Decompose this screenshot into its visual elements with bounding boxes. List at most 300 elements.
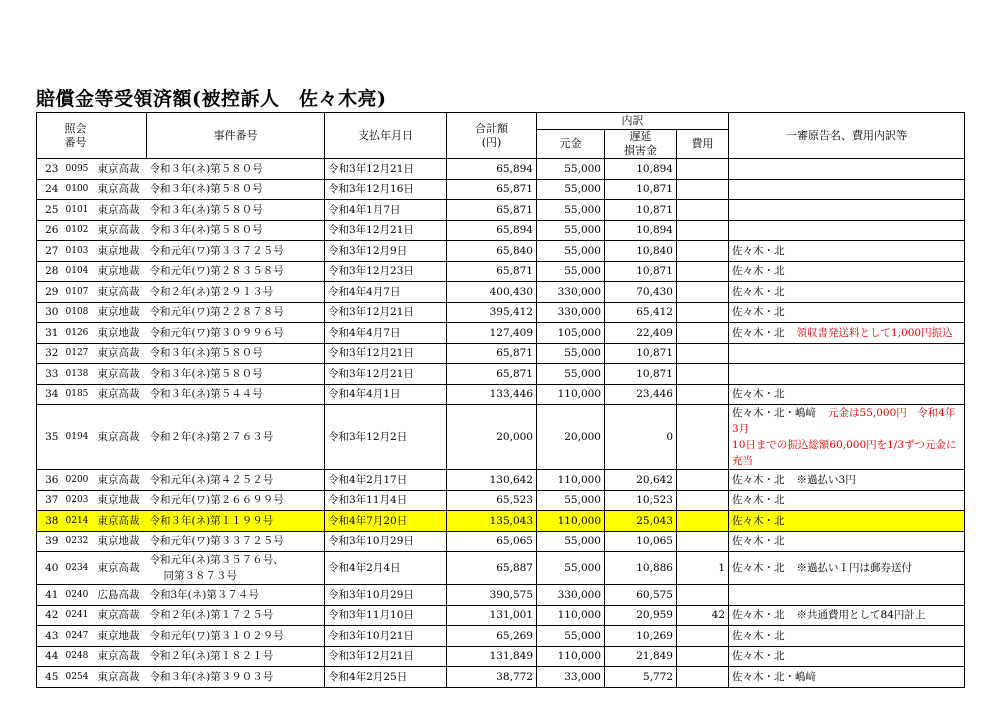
reference-number-header [63,113,147,159]
principal-amount: 55,000 [537,159,605,180]
remarks-note: ※過払い3円 [796,473,856,486]
delay-damages-amount: 5,772 [605,667,677,688]
reference-code: 0234 [63,552,95,585]
plaintiff-names: 佐々木・北 [732,494,785,507]
remarks-cell [729,302,965,323]
payment-date: 令和4年2月17日 [325,470,447,491]
reference-code: 0241 [63,605,95,626]
principal-amount: 55,000 [537,626,605,647]
reference-header-bottom: 番号 [64,135,87,149]
case-number-line: 令和３年(ネ)第５８０号 [149,367,263,380]
row-number: 32 [37,343,63,364]
payment-date: 令和4年4月7日 [325,282,447,303]
principal-amount: 110,000 [537,384,605,405]
row-number: 28 [37,261,63,282]
principal-amount: 105,000 [537,323,605,344]
principal-amount: 55,000 [537,552,605,585]
reference-code: 0247 [63,626,95,647]
total-amount: 65,840 [447,241,537,262]
court-name: 東京高裁 [95,343,147,364]
court-name: 東京高裁 [95,511,147,532]
reference-code: 0103 [63,241,95,262]
expense-amount [677,282,729,303]
table-row [37,364,965,385]
case-number-line: 令和３年(ネ)第５４４号 [149,388,263,401]
court-name: 東京地裁 [95,323,147,344]
case-number [147,220,325,241]
case-number [147,511,325,532]
court-name: 東京高裁 [95,384,147,405]
court-name: 東京高裁 [95,282,147,303]
remarks-cell [729,667,965,688]
table-row [37,220,965,241]
plaintiff-names: 佐々木・北 [732,265,785,278]
delay-damages-amount: 20,642 [605,470,677,491]
court-name: 広島高裁 [95,585,147,606]
court-name: 東京高裁 [95,552,147,585]
court-name: 東京地裁 [95,302,147,323]
court-name: 東京地裁 [95,241,147,262]
principal-amount: 110,000 [537,511,605,532]
row-number: 43 [37,626,63,647]
expense-header: 費用 [677,130,729,159]
reference-code: 0185 [63,384,95,405]
case-number [147,405,325,470]
case-number-line: 令和元年(ワ)第３３７２５号 [149,244,284,257]
delay-damages-amount: 60,575 [605,585,677,606]
total-amount: 65,887 [447,552,537,585]
table-row [37,323,965,344]
delay-header-bottom: 損害金 [624,144,657,157]
reference-code: 0127 [63,343,95,364]
reference-code: 0194 [63,405,95,470]
expense-amount [677,200,729,221]
remarks-cell [729,626,965,647]
plaintiff-names: 佐々木・北・嶋﨑 [732,407,817,419]
table-row [37,302,965,323]
delay-header-top: 遅延 [629,130,652,143]
case-number [147,159,325,180]
court-name: 東京高裁 [95,159,147,180]
payment-date: 令和4年4月1日 [325,384,447,405]
remarks-cell [729,364,965,385]
total-amount: 127,409 [447,323,537,344]
case-number [147,605,325,626]
table-row [37,626,965,647]
total-header-top: 合計額 [475,121,508,135]
expense-amount [677,384,729,405]
remarks-cell [729,646,965,667]
case-number [147,282,325,303]
expense-amount [677,343,729,364]
principal-amount: 55,000 [537,364,605,385]
delay-damages-amount: 21,849 [605,646,677,667]
principal-amount: 330,000 [537,282,605,303]
expense-amount [677,470,729,491]
case-number-line: 令和３年(ネ)第５８０号 [149,224,263,237]
reference-code: 0107 [63,282,95,303]
delay-damages-header [605,130,677,159]
reference-code: 0232 [63,531,95,552]
principal-amount: 330,000 [537,302,605,323]
payment-date: 令和3年12月21日 [325,343,447,364]
table-row [37,490,965,511]
court-name: 東京高裁 [95,364,147,385]
case-number [147,343,325,364]
row-number: 40 [37,552,63,585]
payment-date: 令和3年11月4日 [325,490,447,511]
table-row [37,261,965,282]
expense-amount [677,646,729,667]
row-number: 26 [37,220,63,241]
total-amount: 65,894 [447,159,537,180]
remarks-cell [729,552,965,585]
case-number-line: 令和元年(ワ)第２６６９９号 [149,494,284,507]
delay-damages-amount: 0 [605,405,677,470]
reference-code: 0138 [63,364,95,385]
principal-amount: 110,000 [537,605,605,626]
payment-date-header: 支払年月日 [325,113,447,159]
case-number [147,490,325,511]
total-amount: 133,446 [447,384,537,405]
case-number-line-2: 同第３８７３号 [163,570,237,582]
expense-amount [677,159,729,180]
remarks-cell [729,585,965,606]
payment-date: 令和3年12月9日 [325,241,447,262]
table-row [37,179,965,200]
remarks-cell [729,241,965,262]
remarks-note: ※共通費用として84円計上 [796,609,926,622]
payment-date: 令和3年12月21日 [325,646,447,667]
payment-date: 令和3年12月23日 [325,261,447,282]
principal-amount: 55,000 [537,343,605,364]
expense-amount [677,179,729,200]
total-amount: 65,269 [447,626,537,647]
principal-amount: 55,000 [537,220,605,241]
expense-amount [677,220,729,241]
table-header [37,113,965,159]
total-amount: 65,523 [447,490,537,511]
total-amount: 38,772 [447,667,537,688]
total-amount: 131,849 [447,646,537,667]
principal-header: 元金 [537,130,605,159]
row-number-header [37,113,63,159]
row-number: 39 [37,531,63,552]
payment-date: 令和3年12月21日 [325,364,447,385]
table-row [37,667,965,688]
row-number: 41 [37,585,63,606]
payment-date: 令和3年11月10日 [325,605,447,626]
case-number [147,470,325,491]
table-row [37,585,965,606]
delay-damages-amount: 10,894 [605,220,677,241]
payment-date: 令和3年10月29日 [325,531,447,552]
total-amount: 131,001 [447,605,537,626]
delay-damages-amount: 25,043 [605,511,677,532]
delay-damages-amount: 10,871 [605,343,677,364]
reference-code: 0200 [63,470,95,491]
delay-damages-amount: 20,959 [605,605,677,626]
case-number [147,179,325,200]
delay-damages-amount: 10,894 [605,159,677,180]
plaintiff-names: 佐々木・北 [732,535,785,548]
row-number: 44 [37,646,63,667]
table-row [37,470,965,491]
case-number [147,241,325,262]
principal-amount: 55,000 [537,531,605,552]
expense-amount [677,667,729,688]
reference-code: 0095 [63,159,95,180]
delay-damages-amount: 70,430 [605,282,677,303]
case-number-line: 令和３年(ネ)第５８０号 [149,347,263,360]
row-number: 25 [37,200,63,221]
delay-damages-amount: 10,523 [605,490,677,511]
case-number-line: 令和２年(ネ)第２７６３号 [149,431,274,443]
table-row [37,531,965,552]
case-number-line: 令和元年(ワ)第３３７２５号 [149,535,284,548]
remarks-cell [729,200,965,221]
table-row [37,343,965,364]
total-amount: 65,871 [447,200,537,221]
case-number [147,585,325,606]
total-amount: 65,871 [447,179,537,200]
table-row [37,241,965,262]
reference-code: 0248 [63,646,95,667]
total-amount: 20,000 [447,405,537,470]
delay-damages-amount: 23,446 [605,384,677,405]
court-name: 東京地裁 [95,531,147,552]
delay-damages-amount: 65,412 [605,302,677,323]
remarks-cell [729,405,965,470]
payment-date: 令和3年12月21日 [325,159,447,180]
row-number: 35 [37,405,63,470]
expense-amount [677,364,729,385]
expense-amount: 42 [677,605,729,626]
payment-date: 令和4年4月7日 [325,323,447,344]
case-number-line: 令和元年(ワ)第２８３５８号 [149,265,284,278]
plaintiff-names: 佐々木・北 [732,388,785,401]
row-number: 24 [37,179,63,200]
remarks-cell [729,343,965,364]
payment-date: 令和3年10月21日 [325,626,447,647]
case-number [147,302,325,323]
reference-header-top: 照会 [64,121,87,135]
plaintiff-names: 佐々木・北 [732,473,785,486]
expense-amount [677,405,729,470]
expense-amount [677,511,729,532]
remarks-cell [729,261,965,282]
case-number [147,667,325,688]
row-number: 33 [37,364,63,385]
total-amount: 65,871 [447,364,537,385]
case-number-line: 令和３年(ネ)第１１９９号 [149,514,274,527]
delay-damages-amount: 10,269 [605,626,677,647]
row-number: 30 [37,302,63,323]
table-row [37,159,965,180]
plaintiff-names: 佐々木・北・嶋﨑 [732,670,817,683]
remarks-cell [729,323,965,344]
table-row [37,605,965,626]
table-row [37,646,965,667]
row-number: 27 [37,241,63,262]
total-amount: 390,575 [447,585,537,606]
payment-date: 令和4年1月7日 [325,200,447,221]
remarks-note: 領収書発送料として1,000円振込 [796,326,953,339]
expense-amount [677,302,729,323]
reference-code: 0101 [63,200,95,221]
row-number: 37 [37,490,63,511]
case-number [147,552,325,585]
court-name: 東京高裁 [95,405,147,470]
total-amount: 395,412 [447,302,537,323]
total-amount: 135,043 [447,511,537,532]
document-title: 賠償金等受領済額(被控訴人 佐々木亮) [36,88,387,110]
total-amount: 130,642 [447,470,537,491]
table-row [37,552,965,585]
row-number: 29 [37,282,63,303]
case-number [147,384,325,405]
remarks-cell [729,384,965,405]
case-number-line: 令和３年(ネ)第５８０号 [149,162,263,175]
plaintiff-names: 佐々木・北 [732,514,785,527]
case-number-line: 令和元年(ネ)第３５７６号、 [149,554,284,566]
plaintiff-names: 佐々木・北 [732,244,785,257]
row-number: 42 [37,605,63,626]
case-number [147,646,325,667]
case-number-line: 令和３年(ネ)第５８０号 [149,183,263,196]
plaintiff-names: 佐々木・北 [732,562,785,574]
principal-amount: 55,000 [537,241,605,262]
expense-amount [677,490,729,511]
case-number [147,626,325,647]
expense-amount [677,585,729,606]
principal-amount: 110,000 [537,646,605,667]
court-name: 東京地裁 [95,261,147,282]
table-body [37,159,965,688]
delay-damages-amount: 10,871 [605,261,677,282]
reference-code: 0104 [63,261,95,282]
plaintiff-names: 佐々木・北 [732,326,785,339]
delay-damages-amount: 10,886 [605,552,677,585]
plaintiff-names: 佐々木・北 [732,306,785,319]
row-number: 23 [37,159,63,180]
case-number-line: 令和３年(ネ)第５８０号 [149,203,263,216]
remarks-cell [729,531,965,552]
remarks-cell [729,511,965,532]
court-name: 東京高裁 [95,667,147,688]
remarks-note: ※過払い１円は郵券送付 [796,562,913,574]
payment-date: 令和3年12月2日 [325,405,447,470]
payment-date: 令和3年12月16日 [325,179,447,200]
total-header-bottom: (円) [481,135,502,149]
court-name: 東京高裁 [95,179,147,200]
delay-damages-amount: 10,065 [605,531,677,552]
expense-amount [677,626,729,647]
table-row [37,511,965,532]
case-number [147,261,325,282]
case-number-line: 令和２年(ネ)第１８２１号 [149,650,274,663]
plaintiff-names: 佐々木・北 [732,285,785,298]
case-number-line: 令和3年(ネ)第３７４号 [149,588,259,601]
table-row [37,384,965,405]
principal-amount: 55,000 [537,261,605,282]
table-row [37,405,965,470]
reference-code: 0108 [63,302,95,323]
case-number-line: 令和元年(ネ)第４２５２号 [149,473,274,486]
reference-code: 0240 [63,585,95,606]
payment-date: 令和4年7月20日 [325,511,447,532]
plaintiff-names: 佐々木・北 [732,629,785,642]
reference-code: 0126 [63,323,95,344]
principal-amount: 55,000 [537,200,605,221]
principal-amount: 55,000 [537,179,605,200]
payment-date: 令和3年12月21日 [325,220,447,241]
remarks-header: 一審原告名、費用内訳等 [729,113,965,159]
breakdown-header: 内訳 [537,113,729,130]
principal-amount: 20,000 [537,405,605,470]
case-number-line: 令和元年(ワ)第３０９９６号 [149,326,284,339]
row-number: 38 [37,511,63,532]
remarks-cell [729,470,965,491]
reference-code: 0214 [63,511,95,532]
table-row [37,200,965,221]
delay-damages-amount: 10,871 [605,179,677,200]
remarks-cell [729,220,965,241]
case-number [147,323,325,344]
reference-code: 0100 [63,179,95,200]
row-number: 36 [37,470,63,491]
delay-damages-amount: 10,871 [605,364,677,385]
payment-ledger-table [36,112,965,688]
total-amount: 65,871 [447,261,537,282]
row-number: 34 [37,384,63,405]
case-number-line: 令和元年(ワ)第３１０２９号 [149,629,284,642]
payment-date: 令和4年2月25日 [325,667,447,688]
remarks-note-line-2: 10日までの振込総額60,000円を1/3ずつ元金に充当 [732,439,957,467]
total-amount: 400,430 [447,282,537,303]
table-row [37,282,965,303]
principal-amount: 110,000 [537,470,605,491]
reference-code: 0203 [63,490,95,511]
remarks-cell [729,605,965,626]
payment-date: 令和3年12月21日 [325,302,447,323]
delay-damages-amount: 10,871 [605,200,677,221]
reference-code: 0254 [63,667,95,688]
total-amount: 65,065 [447,531,537,552]
court-name: 東京高裁 [95,470,147,491]
plaintiff-names: 佐々木・北 [732,650,785,663]
court-name: 東京地裁 [95,490,147,511]
principal-amount: 55,000 [537,490,605,511]
remarks-cell [729,159,965,180]
payment-date: 令和4年2月4日 [325,552,447,585]
court-name: 東京高裁 [95,200,147,221]
plaintiff-names: 佐々木・北 [732,609,785,622]
case-number-header: 事件番号 [147,113,325,159]
case-number-line: 令和２年(ネ)第２９１３号 [149,285,274,298]
court-name: 東京高裁 [95,646,147,667]
expense-amount [677,241,729,262]
case-number [147,364,325,385]
case-number-line: 令和元年(ワ)第２２８７８号 [149,306,284,319]
delay-damages-amount: 10,840 [605,241,677,262]
case-number-line: 令和２年(ネ)第１７２５号 [149,609,274,622]
expense-amount [677,531,729,552]
case-number [147,531,325,552]
court-name: 東京地裁 [95,626,147,647]
expense-amount [677,261,729,282]
row-number: 31 [37,323,63,344]
